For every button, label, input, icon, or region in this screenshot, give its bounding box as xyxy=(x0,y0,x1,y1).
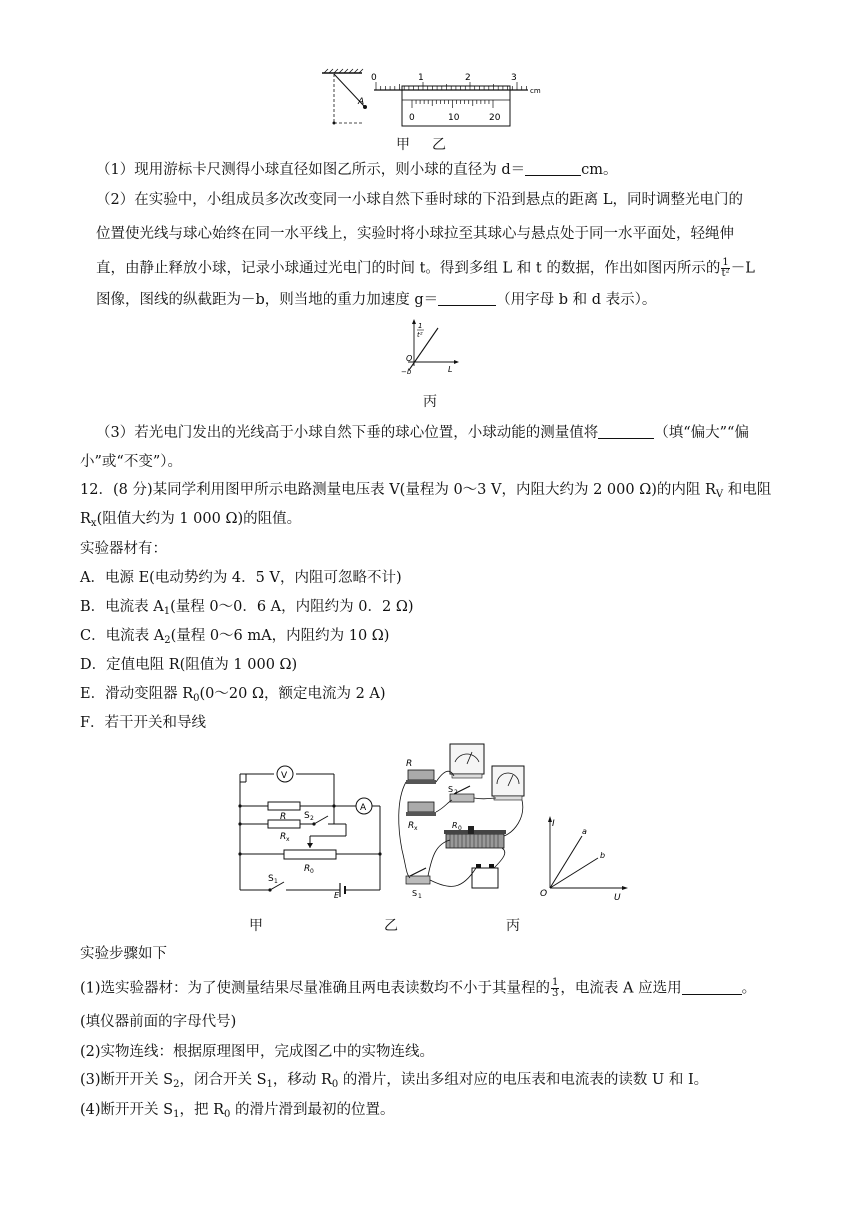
answer-blank-d[interactable] xyxy=(525,161,581,176)
circuit-s2-label: S xyxy=(304,811,310,821)
equipment-e-sub: 0 xyxy=(193,693,200,704)
equipment-c-pre: C．电流表 A xyxy=(80,628,165,644)
step-2: (2)实物连线：根据原理图甲，完成图乙中的实物连线。 xyxy=(80,1044,435,1060)
equipment-c-post: (量程 0～6 mA，内阻约为 10 Ω) xyxy=(170,628,390,644)
graph2-x-label: U xyxy=(614,893,621,900)
q11-part3-options: （填“偏大”“偏 xyxy=(654,425,749,441)
phys-s1-label: S xyxy=(412,889,418,898)
q11-part3-line2: 小”或“不变”）。 xyxy=(80,454,182,470)
vernier-tick-20: 20 xyxy=(489,113,501,123)
circuit-r0-sub: 0 xyxy=(310,868,314,875)
equipment-f: F．若干开关和导线 xyxy=(80,715,207,731)
circuit-rx-label: R xyxy=(280,832,287,842)
phys-rx-sub: x xyxy=(414,825,418,832)
step3-d: 的滑片，读出多组对应的电压表和电流表的读数 U 和 I。 xyxy=(338,1072,709,1088)
q11-part3-line1 xyxy=(0,423,860,443)
step4-sub2: 0 xyxy=(224,1109,231,1120)
caption-bing: 丙 xyxy=(423,394,437,410)
vernier-tick-0: 0 xyxy=(409,113,415,123)
step3-sub3: 0 xyxy=(331,1079,339,1090)
circuit-r0-label: R xyxy=(304,864,311,874)
q11-part2-line1: （2）在实验中，小组成员多次改变同一小球自然下垂时球的下沿到悬点的距离 L，同时调整光电门的 xyxy=(96,192,743,208)
step1-mid: ，电流表 A 应选用 xyxy=(560,980,682,997)
equipment-title: 实验器材有： xyxy=(80,541,167,557)
graph-y-num: 1 xyxy=(418,322,423,330)
q11-part1-text: （1）现用游标卡尺测得小球直径如图乙所示，则小球的直径为 d＝ xyxy=(96,162,526,178)
q11-part1 xyxy=(0,160,860,180)
q11-part2-line4-end: （用字母 b 和 d 表示）。 xyxy=(496,292,657,308)
q12-intro-line2 xyxy=(0,509,860,529)
equipment-c xyxy=(0,626,860,646)
graph-neg-b: −b xyxy=(401,368,412,376)
caption-jia-top: 甲 xyxy=(396,137,410,153)
answer-blank-ek[interactable] xyxy=(598,424,654,439)
phys-r0-sub: 0 xyxy=(458,825,462,832)
equipment-b xyxy=(0,597,860,617)
steps-title: 实验步骤如下 xyxy=(80,946,167,962)
equipment-b-post: (量程 0～0．6 A，内阻约为 0．2 Ω) xyxy=(170,599,414,615)
q11-part3-text: （3）若光电门发出的光线高于小球自然下垂的球心位置，小球动能的测量值将 xyxy=(96,425,599,441)
caption-bing2: 丙 xyxy=(506,918,520,934)
step-1 xyxy=(0,978,860,999)
graph2-line-b: b xyxy=(600,851,606,860)
frac-one: 1 xyxy=(552,977,559,988)
graph2-line-a: a xyxy=(582,827,587,836)
phys-rx-label: R xyxy=(408,821,415,831)
step4-c: 的滑片滑到最初的位置。 xyxy=(230,1102,395,1118)
frac-three: 3 xyxy=(552,988,559,999)
phys-s2-sub: 2 xyxy=(454,789,458,796)
equipment-a: A．电源 E(电动势约为 4．5 V，内阻可忽略不计) xyxy=(80,570,402,586)
phys-s1-sub: 1 xyxy=(418,893,422,900)
step4-a: (4)断开开关 S xyxy=(80,1102,174,1118)
sub-v: V xyxy=(715,489,724,500)
step1-end: 。 xyxy=(741,980,757,997)
equipment-e-post: (0～20 Ω，额定电流为 2 A) xyxy=(199,686,386,702)
fraction-1-over-t2 xyxy=(721,258,729,279)
graph-bing-1-over-t2-vs-L xyxy=(398,318,462,378)
q11-part2-line3-end: －L xyxy=(730,260,755,277)
caption-yi: 乙 xyxy=(384,918,398,934)
caption-jia: 甲 xyxy=(249,918,263,934)
caption-yi-top: 乙 xyxy=(432,137,446,153)
graph2-y-label: I xyxy=(552,819,555,829)
q11-part1-suffix: cm。 xyxy=(581,162,618,178)
equipment-b-sub: 1 xyxy=(163,606,171,617)
equipment-e xyxy=(0,684,860,704)
graph-bing-i-vs-u xyxy=(538,814,630,900)
q12-intro-text: 12．(8 分)某同学利用图甲所示电路测量电压表 V(量程为 0～3 V，内阻大约为 2 000 Ω)的内阻 R xyxy=(80,482,716,498)
circuit-e-label: E xyxy=(334,891,340,898)
q11-part2-line3 xyxy=(0,258,860,279)
frac-den: t² xyxy=(721,268,730,279)
main-unit: cm xyxy=(530,87,541,95)
rx-symbol: R xyxy=(80,511,91,527)
physical-wiring-yi xyxy=(392,740,528,900)
circuit-s2-sub: 2 xyxy=(310,815,314,822)
circuit-diagram-jia xyxy=(234,752,386,898)
vernier-tick-10: 10 xyxy=(448,113,460,123)
vernier-caliper-figure xyxy=(318,68,548,134)
main-tick-0: 0 xyxy=(371,73,377,83)
circuit-s1-label: S xyxy=(268,874,274,884)
step3-sub1: 2 xyxy=(173,1079,180,1090)
frac-num: 1 xyxy=(722,257,729,268)
q11-part2-line3-text: 直，由静止释放小球，记录小球通过光电门的时间 t。得到多组 L 和 t 的数据，作出如图丙所示的 xyxy=(96,260,721,277)
equipment-b-pre: B．电流表 A xyxy=(80,599,164,615)
q12-intro-line1 xyxy=(0,480,860,500)
step3-b: ，闭合开关 S xyxy=(179,1072,267,1088)
step-1-note: (填仪器前面的字母代号) xyxy=(80,1014,237,1030)
phys-r0-label: R xyxy=(452,821,458,830)
step4-sub1: 1 xyxy=(173,1109,180,1120)
equipment-e-pre: E．滑动变阻器 R xyxy=(80,686,194,702)
phys-s2-label: S xyxy=(448,785,454,794)
step3-a: (3)断开开关 S xyxy=(80,1072,174,1088)
circuit-v-label: V xyxy=(281,771,288,781)
step1-text: (1)选实验器材：为了使测量结果尽量准确且两电表读数均不小于其量程的 xyxy=(80,980,551,997)
step-4 xyxy=(0,1100,860,1120)
step3-sub2: 1 xyxy=(266,1079,273,1090)
q11-part2-line4-text: 图像，图线的纵截距为－b，则当地的重力加速度 g＝ xyxy=(96,292,439,308)
q11-part2-line2: 位置使光线与球心始终在同一水平线上，实验时将小球拉至其球心与悬点处于同一水平面处，轻绳伸 xyxy=(96,226,734,242)
graph-origin: O xyxy=(406,354,413,363)
answer-blank-g[interactable] xyxy=(438,291,496,306)
q12-intro-line2-text: (阻值大约为 1 000 Ω)的阻值。 xyxy=(96,511,302,527)
sub-x: x xyxy=(90,518,97,529)
circuit-r-label: R xyxy=(280,812,287,822)
answer-blank-ammeter[interactable] xyxy=(682,980,742,995)
graph-y-den: t² xyxy=(417,331,423,339)
q12-intro-end: 和电阻 xyxy=(723,482,772,498)
equipment-d: D．定值电阻 R(阻值为 1 000 Ω) xyxy=(80,657,298,673)
main-tick-2: 2 xyxy=(465,73,471,83)
step-3 xyxy=(0,1070,860,1090)
circuit-a-label: A xyxy=(360,803,367,813)
step3-c: ，移动 R xyxy=(272,1072,332,1088)
main-tick-3: 3 xyxy=(511,73,517,83)
circuit-s1-sub: 1 xyxy=(274,878,278,885)
phys-r-label: R xyxy=(406,759,413,769)
main-tick-1: 1 xyxy=(418,73,424,83)
circuit-rx-sub: x xyxy=(286,836,290,843)
fraction-one-third xyxy=(551,978,559,999)
q11-part2-line4 xyxy=(0,290,860,310)
graph-x-label: L xyxy=(448,365,453,374)
graph2-origin: O xyxy=(540,889,548,899)
equipment-c-sub: 2 xyxy=(164,635,171,646)
step4-b: ，把 R xyxy=(179,1102,224,1118)
point-a-label: A xyxy=(358,97,365,107)
